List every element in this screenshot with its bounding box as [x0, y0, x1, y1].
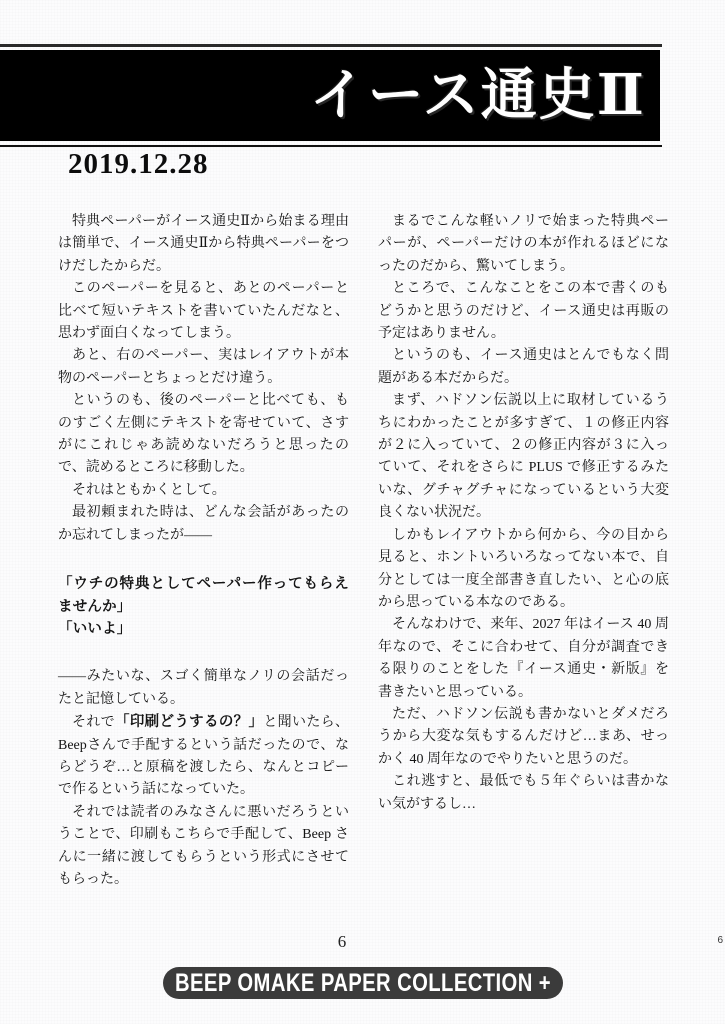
paragraph: ただ、ハドソン伝説も書かないとダメだろうから大変な気もするんだけど…まあ、せっかく 40 周年なのでやりたいと思うのだ。 [378, 706, 669, 767]
paragraph: それはともかくとして。 [72, 482, 226, 498]
paragraph: このペーパーを見ると、あとのペーパーと比べて短いテキストを書いていたんだなと、思わず面白くなってしまう。 [58, 281, 349, 342]
page-title: イース通史Ⅱ [309, 64, 646, 127]
paragraph: ところで、こんなことをこの本で書くのもどうかと思うのだけど、イース通史は再販の予定はありません。 [378, 281, 669, 342]
dialogue-paragraph: 「ウチの特典としてペーパー作ってもらえませんか」 [58, 576, 349, 615]
right-text-column [378, 211, 669, 816]
page-number: 6 [337, 932, 347, 951]
footer-banner-label: BEEP OMAKE PAPER COLLECTION + [175, 969, 551, 997]
left-text-column [58, 211, 349, 891]
paragraph: ――みたいな、スゴく簡単なノリの会話だったと記憶している。 [58, 669, 349, 707]
paragraph: そんなわけで、来年、2027 年はイース 40 周年なので、そこに合わせて、自分が調査できる限りのことをした『イース通史・新版』を書きたいと思っている。 [378, 617, 669, 700]
banner-top-rule [0, 44, 662, 47]
paragraph: しかもレイアウトから何から、今の目から見ると、ホントいろいろなってない本で、自分としては一度全部書き直したい、と心の底から思っている本なのである。 [378, 527, 669, 610]
footer-banner [163, 967, 563, 999]
title-banner [0, 50, 660, 141]
footer-banner-art [163, 967, 563, 999]
paragraph: というのも、イース通史はとんでもなく問題がある本だからだ。 [378, 348, 669, 386]
corner-page-number: 6 [717, 935, 723, 946]
paragraph: あと、右のペーパー、実はレイアウトが本物のペーパーとちょっとだけ違う。 [58, 348, 349, 386]
paragraph: まず、ハドソン伝説以上に取材しているうちにわかったことが多すぎて、１の修正内容が２に入っていて、２の修正内容が３に入っていて、それをさらに PLUS で修正するみたいな、グチャグチャになっているという大変良くない状況だ。 [378, 393, 669, 521]
paragraph: これ逃すと、最低でも５年ぐらいは書かない気がするし… [378, 774, 669, 812]
banner-bottom-rule [0, 145, 662, 147]
paragraph: それで「印刷どうするの？」と聞いたら、Beepさんで手配するという話だったので、ならどうぞ…と原稿を渡したら、なんとコピーで作るという話になっていた。 [58, 714, 350, 798]
dialogue-paragraph: 「いいよ」 [58, 620, 132, 637]
paragraph: というのも、後のペーパーと比べても、ものすごく左側にテキストを寄せていて、さすがにこれじゃあ読めないだろうと思ったので、読めるところに移動した。 [58, 393, 349, 476]
paragraph [58, 547, 349, 573]
publication-date: 2019.12.28 [68, 148, 209, 180]
paragraph [58, 640, 349, 666]
paragraph: それでは読者のみなさんに悪いだろうということで、印刷もこちらで手配して、Beep さんに一緒に渡してもらうという形式にさせてもらった。 [58, 804, 349, 887]
paragraph: 最初頼まれた時は、どんな会話があったのか忘れてしまったが―― [58, 505, 349, 543]
paragraph: 特典ペーパーがイース通史Ⅱから始まる理由は簡単で、イース通史Ⅱから特典ペーパーをつけだしたからだ。 [58, 214, 349, 274]
paragraph: まるでこんな軽いノリで始まった特典ペーパーが、ペーパーだけの本が作れるほどになったのだから、驚いてしまう。 [378, 214, 669, 274]
